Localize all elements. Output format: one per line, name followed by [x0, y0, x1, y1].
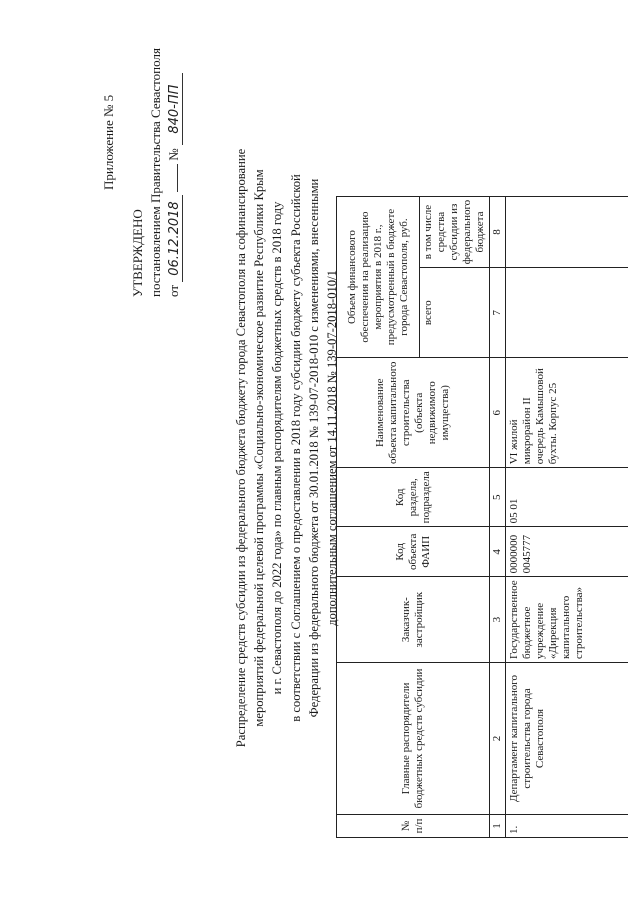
- decree-date: 06.12.2018: [167, 195, 183, 281]
- header-federal-share: в том числе средства субсидии из федерального бюджета: [420, 196, 490, 267]
- title-line: Распределение средств субсидии из федерального бюджета бюджету города Севастополя на софинансирование: [234, 148, 248, 748]
- title-line: дополнительным соглашением от 14.11.2018 № 139-07-2018-010/1: [325, 270, 340, 626]
- header-num: № п/п: [337, 815, 490, 838]
- header-section-code: Код раздела, подраздела: [337, 468, 490, 527]
- column-number: 1: [490, 815, 506, 838]
- approved-label: УТВЕРЖДЕНО: [130, 209, 145, 297]
- row-section-code: 05 01: [506, 468, 628, 527]
- row-object-name: VI жилой микрорайон II очередь Камышовой бухты. Корпус 25: [506, 358, 628, 468]
- header-object-name: Наименование объекта капитального строительства (объекта недвижимого имущества): [337, 358, 490, 468]
- decree-label: постановлением Правительства Севастополя: [148, 48, 163, 297]
- title-line: и г. Севастополя до 2022 года» по главным распорядителям бюджетных средств в 2018 году: [270, 201, 285, 695]
- column-number: 5: [490, 468, 506, 527]
- date-underline: [177, 164, 178, 192]
- column-number: 7: [490, 268, 506, 358]
- row-total: [506, 268, 628, 358]
- header-total: всего: [420, 268, 490, 358]
- number-prefix: №: [166, 148, 181, 161]
- table-row: [506, 196, 628, 837]
- column-numbers-row: [490, 196, 506, 837]
- row-distributor: Департамент капитального строительства города Севастополя: [506, 663, 628, 815]
- header-faip-code: Код объекта ФАИП: [337, 527, 490, 577]
- column-number: 8: [490, 196, 506, 267]
- header-customer: Заказчик-застройщик: [337, 577, 490, 663]
- column-number: 4: [490, 527, 506, 577]
- decree-number: 840-ПП: [167, 73, 183, 145]
- row-num: 1.: [506, 815, 628, 838]
- column-number: 2: [490, 663, 506, 815]
- row-customer: Государственное бюджетное учреждение «Дирекция капитального строительства»: [506, 577, 628, 663]
- title-line: Федерации из федерального бюджета от 30.01.2018 № 139-07-2018-010 с изменениями, внесенными: [306, 178, 321, 718]
- date-prefix: от: [166, 284, 181, 297]
- appendix-label: Приложение № 5: [101, 94, 116, 190]
- document-title: [232, 53, 341, 843]
- title-line: мероприятий федеральной целевой программы «Социально-экономическое развитие Республики Крым: [252, 169, 267, 727]
- column-number: 3: [490, 577, 506, 663]
- header-financing: Объем финансового обеспечения на реализацию мероприятия в 2018 г., предусмотренный в бюджете города Севастополя, руб.: [337, 196, 420, 357]
- decree-date-line: [166, 73, 183, 297]
- row-faip-code: 0000000 0045777: [506, 527, 628, 577]
- header-distributors: Главные распорядители бюджетных средств субсидии: [337, 663, 490, 815]
- row-federal-share: [506, 196, 628, 267]
- column-number: 6: [490, 358, 506, 468]
- distribution-table: [336, 196, 628, 838]
- title-line: в соответствии с Соглашением о предоставлении в 2018 году субсидии бюджету субъекта Российской: [288, 174, 303, 722]
